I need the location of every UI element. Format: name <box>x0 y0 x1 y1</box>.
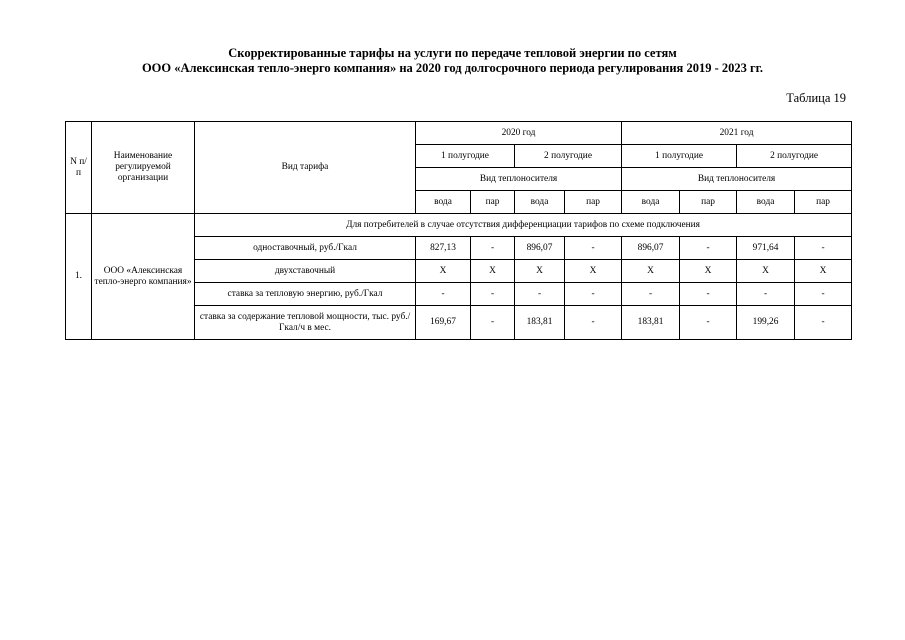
row-label: ставка за содержание тепловой мощности, тыс. руб./Гкал/ч в мес. <box>195 306 416 340</box>
document-title <box>0 46 905 76</box>
cell-value: 896,07 <box>515 237 565 260</box>
cell-value: X <box>565 260 622 283</box>
cell-value: - <box>795 306 852 340</box>
cell-value: X <box>515 260 565 283</box>
cell-value: 183,81 <box>622 306 680 340</box>
row-label: двухставочный <box>195 260 416 283</box>
header-row-years <box>66 122 852 145</box>
header-water: вода <box>622 191 680 214</box>
header-carrier: Вид теплоносителя <box>416 168 622 191</box>
row-number: 1. <box>66 214 92 340</box>
cell-value: X <box>795 260 852 283</box>
cell-value: 183,81 <box>515 306 565 340</box>
cell-value: - <box>795 283 852 306</box>
org-name: ООО «Алексинская тепло-энерго компания» <box>92 214 195 340</box>
cell-value: - <box>737 283 795 306</box>
title-line-1: Скорректированные тарифы на услуги по передаче тепловой энергии по сетям <box>228 46 677 60</box>
header-steam: пар <box>680 191 737 214</box>
table-number: Таблица 19 <box>786 91 846 105</box>
cell-value: - <box>471 283 515 306</box>
section-title: Для потребителей в случае отсутствия дифференциации тарифов по схеме подключения <box>195 214 852 237</box>
header-half: 2 полугодие <box>737 145 852 168</box>
cell-value: 199,26 <box>737 306 795 340</box>
cell-value: - <box>680 306 737 340</box>
header-water: вода <box>416 191 471 214</box>
cell-value: - <box>565 283 622 306</box>
cell-value: X <box>737 260 795 283</box>
cell-value: X <box>622 260 680 283</box>
header-carrier: Вид теплоносителя <box>622 168 852 191</box>
tariff-table <box>65 121 852 340</box>
cell-value: - <box>565 306 622 340</box>
header-org: Наименование регулируемой организации <box>92 122 195 214</box>
header-water: вода <box>737 191 795 214</box>
header-steam: пар <box>795 191 852 214</box>
cell-value: - <box>795 237 852 260</box>
cell-value: X <box>471 260 515 283</box>
header-half: 2 полугодие <box>515 145 622 168</box>
cell-value: - <box>471 237 515 260</box>
cell-value: - <box>622 283 680 306</box>
cell-value: - <box>565 237 622 260</box>
header-half: 1 полугодие <box>416 145 515 168</box>
section-row <box>66 214 852 237</box>
header-num: N п/п <box>66 122 92 214</box>
header-tariff-type: Вид тарифа <box>195 122 416 214</box>
cell-value: - <box>515 283 565 306</box>
cell-value: 827,13 <box>416 237 471 260</box>
cell-value: 169,67 <box>416 306 471 340</box>
cell-value: 896,07 <box>622 237 680 260</box>
cell-value: X <box>680 260 737 283</box>
cell-value: - <box>471 306 515 340</box>
header-steam: пар <box>565 191 622 214</box>
header-year-2020: 2020 год <box>416 122 622 145</box>
row-label: ставка за тепловую энергию, руб./Гкал <box>195 283 416 306</box>
title-line-2: ООО «Алексинская тепло-энерго компания» на 2020 год долгосрочного периода регулирования 2019 - 2023 гг. <box>141 61 764 75</box>
row-label: одноставочный, руб./Гкал <box>195 237 416 260</box>
cell-value: - <box>680 283 737 306</box>
header-water: вода <box>515 191 565 214</box>
header-year-2021: 2021 год <box>622 122 852 145</box>
header-half: 1 полугодие <box>622 145 737 168</box>
cell-value: - <box>416 283 471 306</box>
cell-value: 971,64 <box>737 237 795 260</box>
cell-value: - <box>680 237 737 260</box>
header-steam: пар <box>471 191 515 214</box>
cell-value: X <box>416 260 471 283</box>
